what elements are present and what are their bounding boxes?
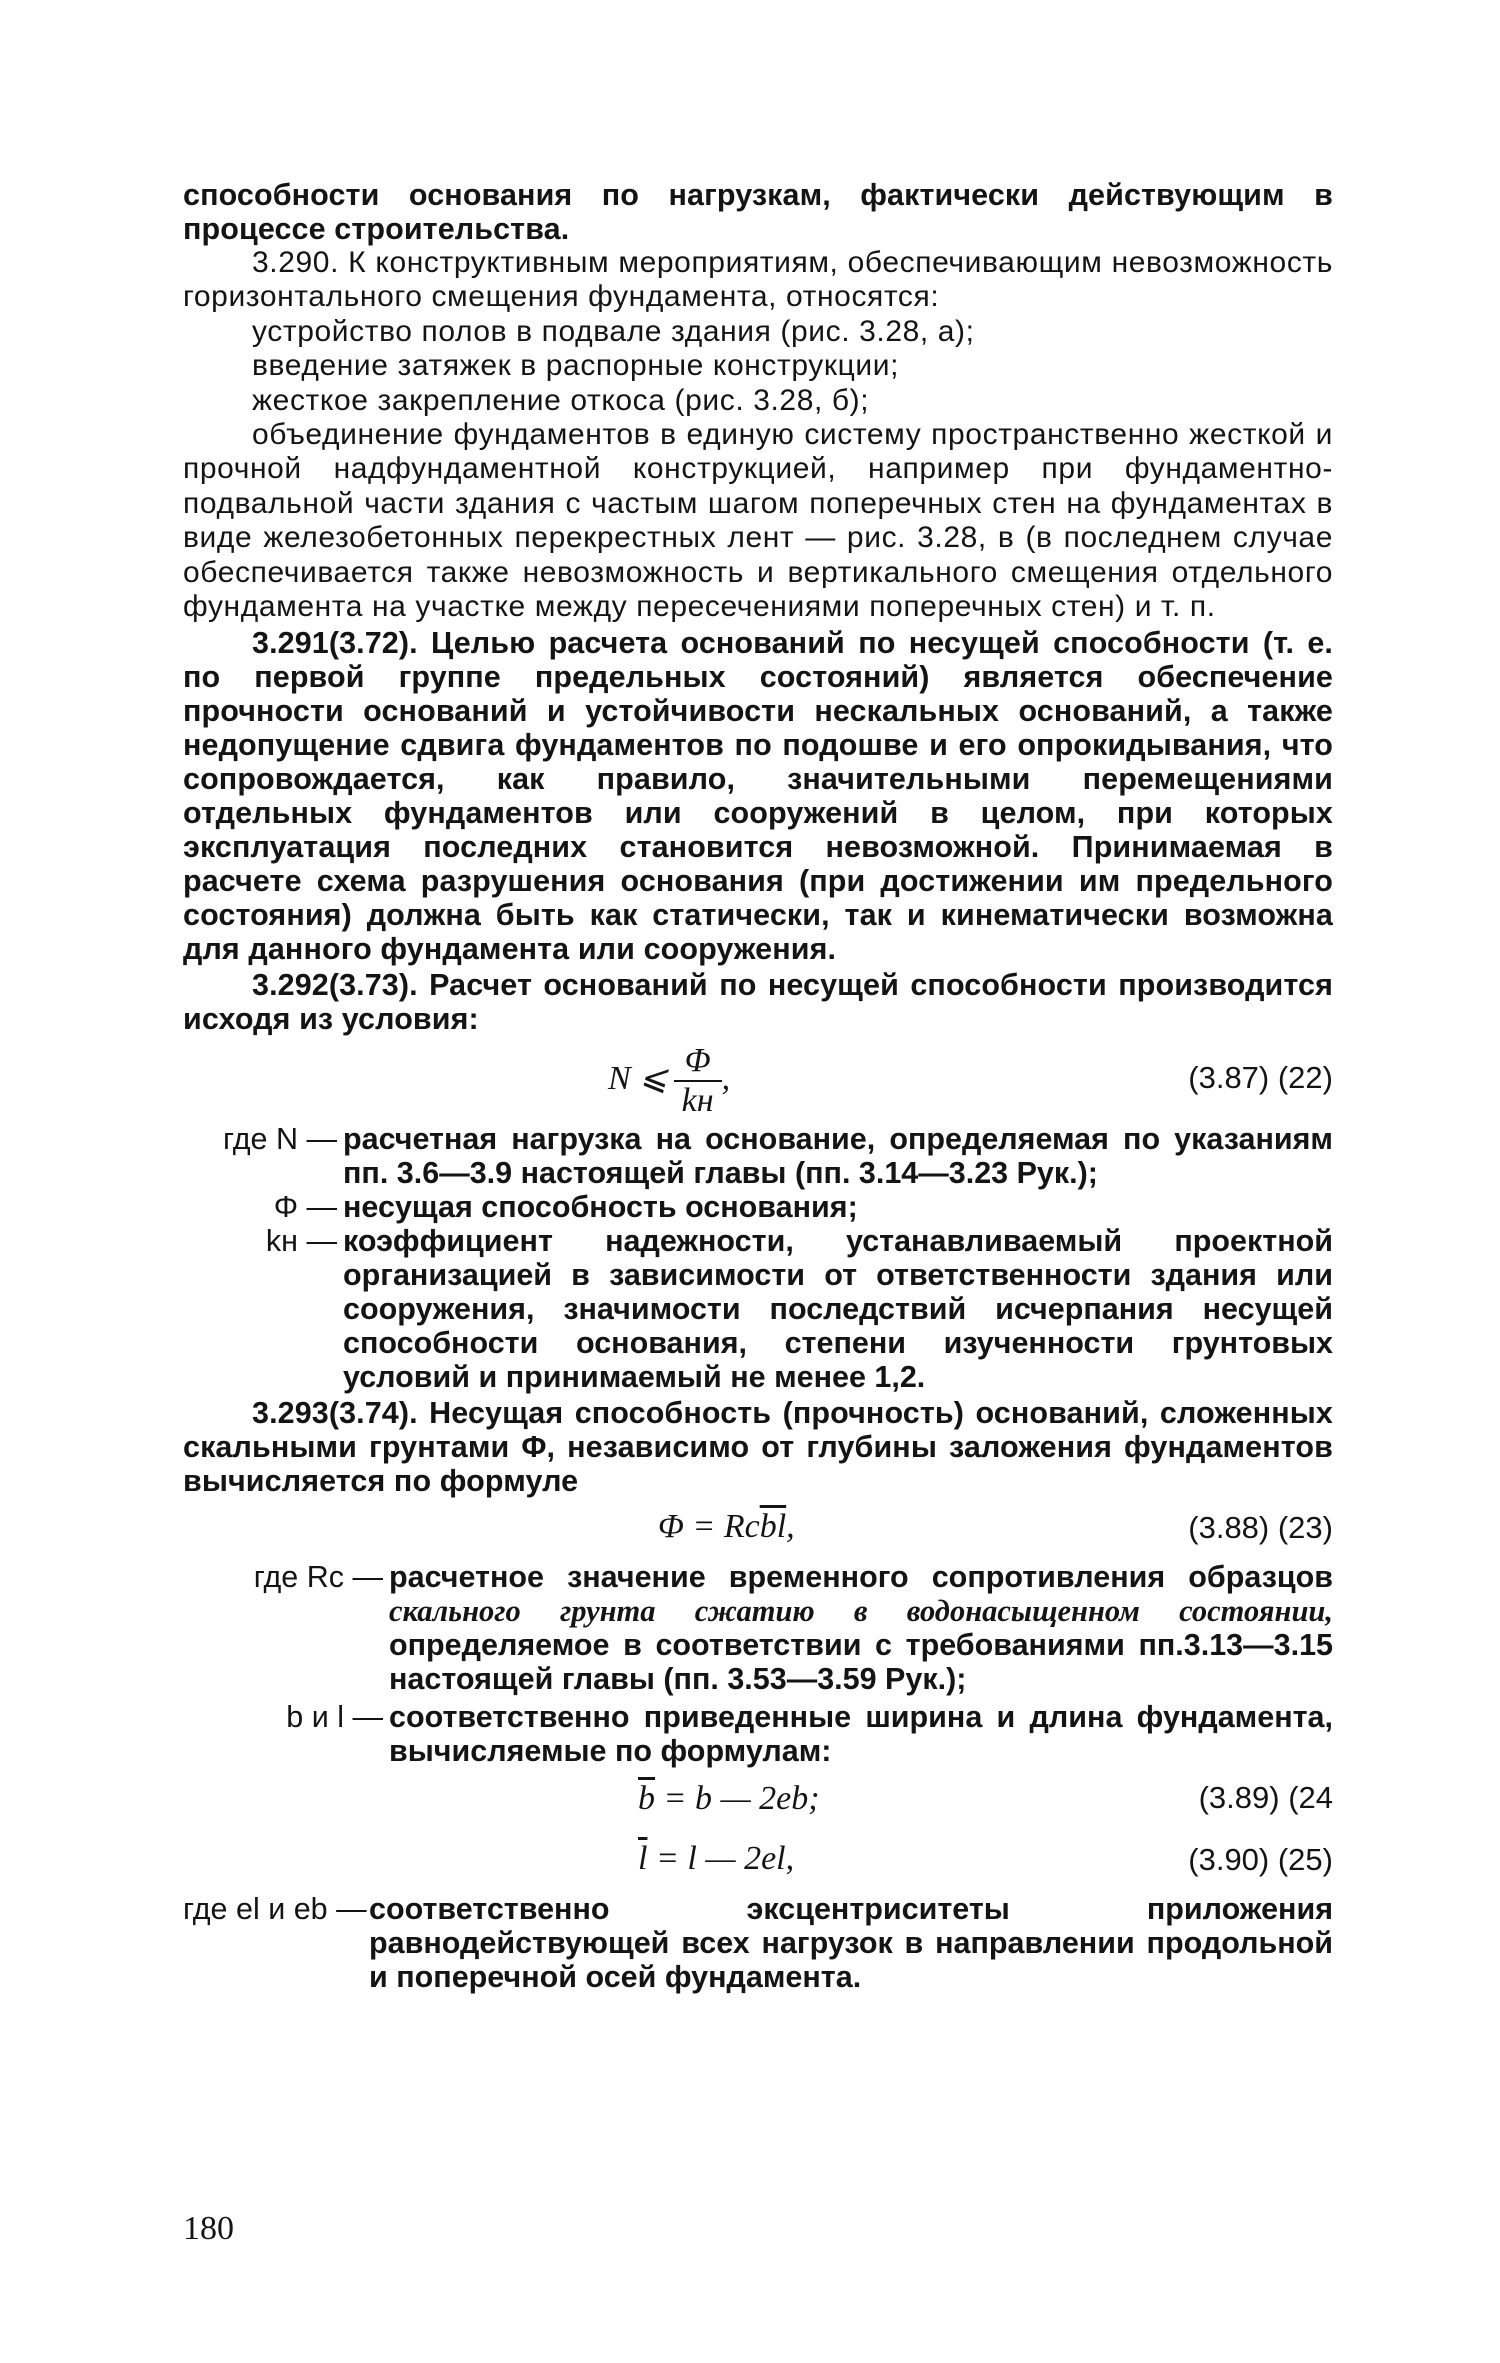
formula-3-87: N ⩽ $\frac{\Phi}{kн}$ , (3.87) (22) <box>608 1042 1333 1120</box>
definition-item: где N — расчетная нагрузка на основание, определяемая по указаниям пп. 3.6—3.9 настоящей главы (пп. 3.14—3.23 Рук.); <box>223 1122 1333 1191</box>
page-number: 180 <box>183 2210 234 2247</box>
formula-3-90: $\overline{l} = l$ — 2el, (3.90) (25) <box>638 1840 1333 1878</box>
paragraph-3-290: 3.290. К конструктивным мероприятиям, обеспечивающим невозможность горизонтального смещения фундамента, относятся: <box>183 246 1333 314</box>
paragraph-intro: способности основания по нагрузкам, фактически действующим в процессе строительства. <box>183 178 1333 246</box>
measure-item: введение затяжек в распорные конструкции; <box>252 349 900 383</box>
measure-item: устройство полов в подвале здания (рис. 3.28, а); <box>252 314 975 348</box>
definition-item: kн — коэффициент надежности, устанавливаемый проектной организацией в зависимости от ответственности здания или сооружения, значимости последствий исчерпания несущей способности основания, степени изученности грунтовых условий и принимаемый не менее 1,2. <box>265 1224 1333 1395</box>
definitions-3-88 <box>183 1560 1333 1768</box>
definition-item: где el и eb — соответственно эксцентриситеты приложения равнодействующей всех нагрузок в направлении продольной и поперечной осей фундамента. <box>183 1892 1333 1995</box>
paragraph-3-293: 3.293(3.74). Несущая способность (прочность) оснований, сложенных скальными грунтами Φ, независимо от глубины заложения фундаментов вычисляется по формуле <box>183 1396 1333 1499</box>
definition-item: где Rс — расчетное значение временного сопротивления образцов скального грунта сжатию в водонасыщенном состоянии, определяемое в соответствии с требованиями пп.3.13—3.15 настоящей главы (пп. 3.53—3.59 Рук.); <box>253 1560 1333 1697</box>
formula-3-88: $\Phi = Rс\overline{bl}$, (3.88) (23) <box>658 1508 1333 1546</box>
formula-number: (3.90) (25) <box>1188 1842 1333 1878</box>
formula-3-89: $\overline{b} = b$ — 2eb; (3.89) (24 <box>638 1780 1333 1818</box>
formula-number: (3.89) (24 <box>1198 1780 1333 1816</box>
measure-item: объединение фундаментов в единую систему пространственно жесткой и прочной надфундаментной конструкцией, например при фундаментно-подвальной части здания с частым шагом поперечных стен на фундаментах в виде железобетонных перекрестных лент — рис. 3.28, в (в последнем случае обеспечивается также невозможность и вертикального смещения отдельного фундамента на участке между пересечениями поперечных стен) и т. п. <box>183 418 1333 624</box>
definition-item: b и l — соответственно приведенные ширина и длина фундамента, вычисляемые по формулам: <box>286 1700 1333 1769</box>
fraction: $\frac{\Phi}{kн}$ <box>674 1042 722 1120</box>
definitions-3-90 <box>183 1892 1333 1994</box>
formula-number: (3.87) (22) <box>1188 1060 1333 1096</box>
paragraph-3-291: 3.291(3.72). Целью расчета оснований по несущей способности (т. е. по первой группе предельных состояний) является обеспечение прочности оснований и устойчивости нескальных оснований, а также недопущение сдвига фундаментов по подошве и его опрокидывания, что сопровождается, как правило, значительными перемещениями отдельных фундаментов или сооружений в целом, при которых эксплуатация последних становится невозможной. Принимаемая в расчете схема разрушения основания (при достижении им предельного состояния) должна быть как статически, так и кинематически возможна для данного фундамента или сооружения. <box>183 626 1333 967</box>
definitions-3-87 <box>183 1122 1333 1394</box>
formula-number: (3.88) (23) <box>1188 1510 1333 1546</box>
paragraph-3-292: 3.292(3.73). Расчет оснований по несущей способности производится исходя из условия: <box>183 968 1333 1037</box>
measure-item: жесткое закрепление откоса (рис. 3.28, б); <box>252 383 870 417</box>
definition-item: Φ — несущая способность основания; <box>273 1190 858 1225</box>
text-column <box>183 178 1333 1994</box>
